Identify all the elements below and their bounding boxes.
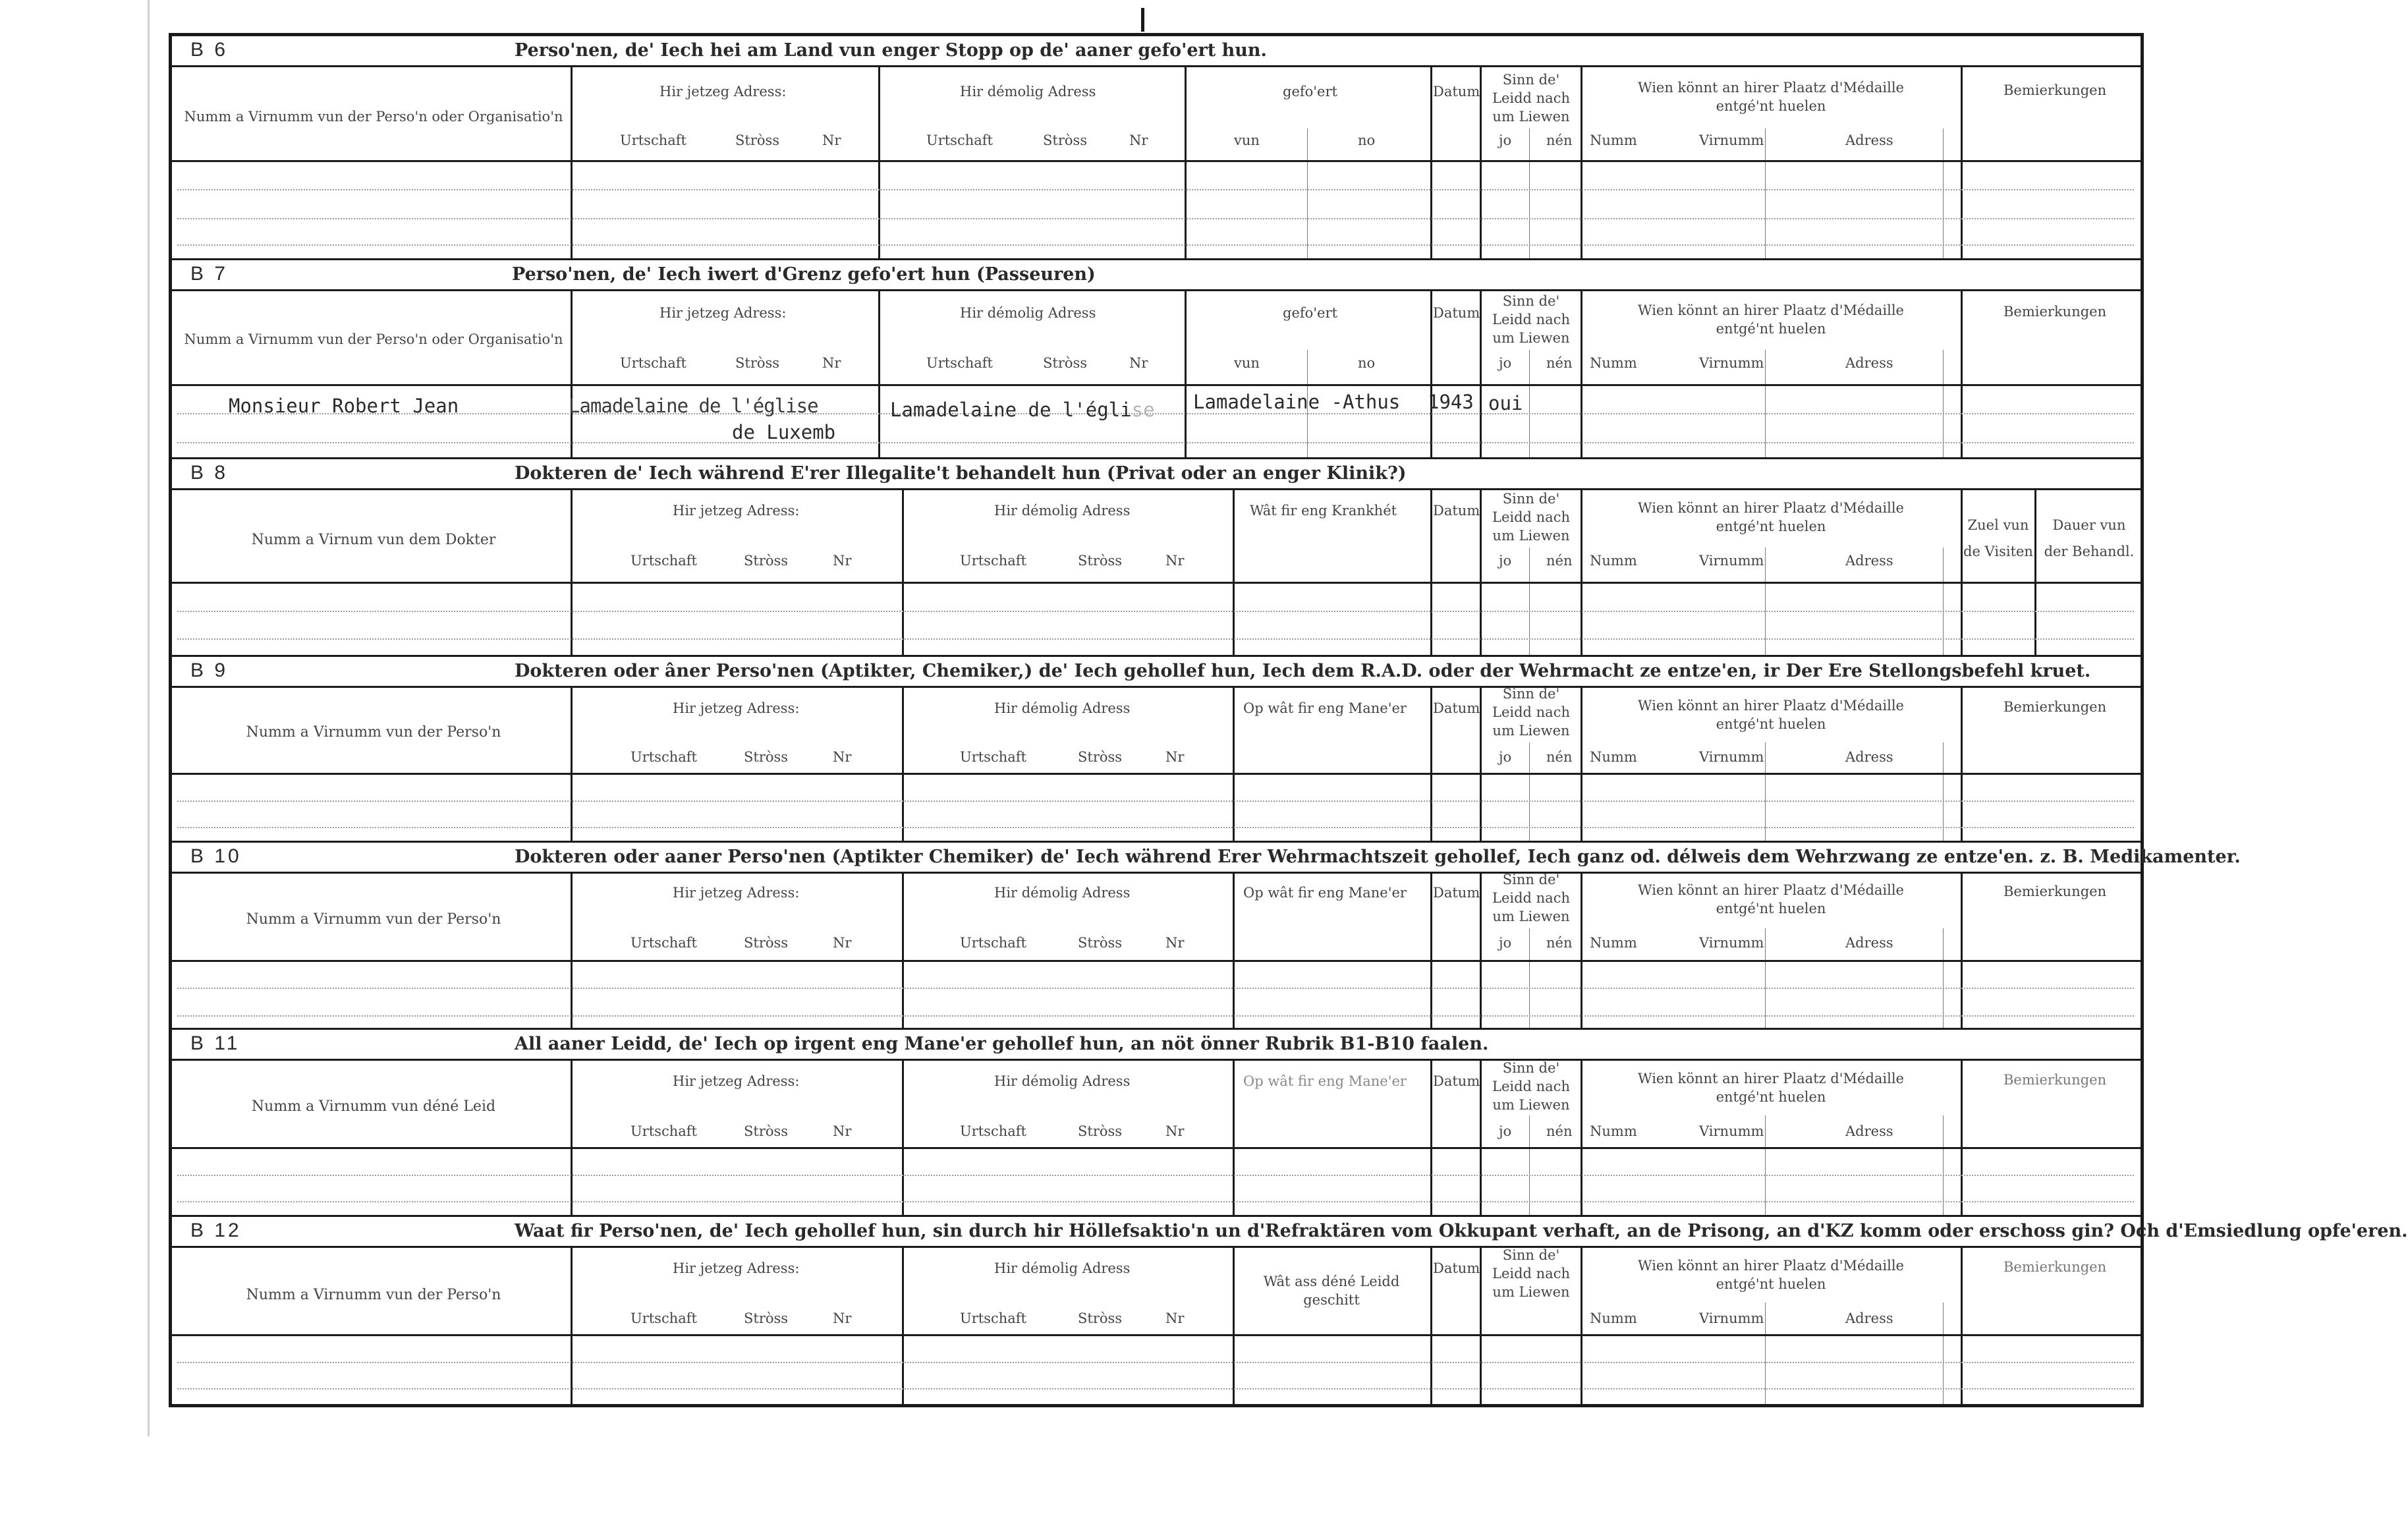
col-remarks: Bemierkungen (2003, 304, 2107, 320)
col-from: vun (1234, 132, 1260, 148)
col-manner: Op wât fir eng Mane'er (1243, 885, 1407, 901)
col-medal-name: Numm (1590, 749, 1637, 765)
col-manner: Op wât fir eng Mane'er (1243, 1073, 1407, 1089)
section-header (172, 1028, 2141, 1061)
col-current-address: Hir jetzeg Adress: (659, 84, 787, 99)
entry-date: 1943 (1428, 391, 1474, 413)
section-code: B 9 (190, 660, 229, 681)
col-street: Stròss (735, 132, 780, 148)
col-street: Stròss (744, 1123, 789, 1139)
section-header (172, 258, 2141, 291)
col-date: Datum (1433, 1260, 1480, 1276)
col-remarks: Bemierkungen (2003, 1072, 2107, 1088)
col-medal-name: Numm (1590, 1310, 1637, 1326)
col-locality: Urtschaft (630, 1123, 697, 1139)
section-b7 (172, 260, 2141, 459)
col-street: Stròss (1078, 553, 1123, 569)
col-locality: Urtschaft (620, 355, 686, 371)
section-b6 (172, 36, 2141, 260)
col-name: Numm a Virnumm vun der Perso'n oder Organisatio'n (184, 331, 563, 347)
section-title: Dokteren de' Iech während E'rer Illegalite't behandelt hun (Privat oder an enger Klinik?) (515, 463, 1407, 484)
col-current-address: Hir jetzeg Adress: (673, 1073, 800, 1089)
col-to: no (1358, 132, 1376, 148)
col-medal-address: Adress (1845, 132, 1893, 148)
col-number: Nr (833, 935, 852, 951)
col-former-address: Hir démolig Adress (994, 700, 1131, 716)
col-former-address: Hir démolig Adress (994, 1073, 1131, 1089)
col-visits: Zuel vun de Visiten (1963, 517, 2033, 559)
section-b11 (172, 1030, 2141, 1217)
col-number: Nr (1165, 749, 1185, 765)
col-yes: jo (1499, 355, 1512, 371)
col-medal: Wien könnt an hirer Plaatz d'Médaille entgé'nt huelen (1638, 698, 1904, 732)
col-former-address: Hir démolig Adress (960, 305, 1096, 321)
col-number: Nr (1129, 132, 1148, 148)
section-code: B 12 (190, 1220, 242, 1241)
col-number: Nr (822, 132, 841, 148)
col-number: Nr (1165, 935, 1185, 951)
col-locality: Urtschaft (960, 749, 1026, 765)
section-b8 (172, 459, 2141, 657)
col-street: Stròss (1078, 1310, 1123, 1326)
col-medal-address: Adress (1845, 749, 1893, 765)
col-medal-address: Adress (1845, 1123, 1893, 1139)
col-number: Nr (833, 749, 852, 765)
section-b10 (172, 843, 2241, 1030)
section-code: B 7 (190, 263, 229, 285)
section-b12 (172, 1217, 2408, 1404)
col-medal-firstname: Virnumm (1699, 749, 1764, 765)
col-medal: Wien könnt an hirer Plaatz d'Médaille entgé'nt huelen (1638, 1258, 1904, 1292)
col-medal-name: Numm (1590, 1123, 1637, 1139)
col-current-address: Hir jetzeg Adress: (659, 305, 787, 321)
col-date: Datum (1433, 84, 1480, 99)
col-transported: gefo'ert (1283, 305, 1337, 321)
col-date: Datum (1433, 503, 1480, 519)
col-name: Numm a Virnumm vun der Perso'n (246, 1287, 501, 1303)
col-medal-firstname: Virnumm (1699, 1310, 1764, 1326)
col-locality: Urtschaft (926, 355, 993, 371)
col-date: Datum (1433, 885, 1480, 901)
col-no: nén (1546, 355, 1573, 371)
col-locality: Urtschaft (960, 1310, 1026, 1326)
section-header (172, 841, 2241, 874)
col-no: nén (1546, 749, 1573, 765)
col-number: Nr (1129, 355, 1148, 371)
col-medal: Wien könnt an hirer Plaatz d'Médaille entgé'nt huelen (1638, 882, 1904, 916)
col-street: Stròss (744, 553, 789, 569)
entry-route: Lamadelaine -Athus (1193, 391, 1401, 413)
paper-edge (148, 0, 150, 1436)
col-date: Datum (1433, 1073, 1480, 1089)
col-no: nén (1546, 132, 1573, 148)
entry-name: Monsieur Robert Jean (229, 395, 459, 417)
col-street: Stròss (744, 935, 789, 951)
col-number: Nr (833, 553, 852, 569)
col-no: nén (1546, 935, 1573, 951)
section-b9 (172, 657, 2141, 843)
col-alive: Sinn de' Leidd nach um Liewen (1492, 872, 1570, 924)
entry-current-address: Lamadelaine de l'église (569, 395, 818, 417)
col-number: Nr (833, 1310, 852, 1326)
col-yes: jo (1499, 749, 1512, 765)
section-title: Waat fir Perso'nen, de' Iech gehollef hun, sin durch hir Höllefsaktio'n un d'Refraktären vom Okkupant verhaft, an de Prisong, an d'KZ komm oder erschoss gin? Och d'Emsiedlung opfe'eren. (515, 1221, 2408, 1241)
questionnaire-form (169, 33, 2408, 1407)
col-alive: Sinn de' Leidd nach um Liewen (1492, 686, 1570, 739)
section-header (172, 1215, 2408, 1248)
col-locality: Urtschaft (960, 935, 1026, 951)
section-title: Perso'nen, de' Iech hei am Land vun enger Stopp op de' aaner gefo'ert hun. (515, 40, 1267, 61)
col-name: Numm a Virnumm vun der Perso'n (246, 724, 501, 741)
col-doctor-name: Numm a Virnum vun dem Dokter (251, 532, 496, 548)
col-remarks: Bemierkungen (2003, 1259, 2107, 1275)
col-street: Stròss (1078, 1123, 1123, 1139)
col-locality: Urtschaft (620, 132, 686, 148)
col-locality: Urtschaft (630, 749, 697, 765)
col-locality: Urtschaft (630, 1310, 697, 1326)
col-street: Stròss (1078, 749, 1123, 765)
col-name: Numm a Virnumm vun der Perso'n (246, 911, 501, 928)
col-street: Stròss (735, 355, 780, 371)
col-to: no (1358, 355, 1376, 371)
col-medal: Wien könnt an hirer Plaatz d'Médaille entgé'nt huelen (1638, 302, 1904, 337)
col-no: nén (1546, 1123, 1573, 1139)
col-former-address: Hir démolig Adress (994, 1260, 1131, 1276)
section-title: Dokteren oder aaner Perso'nen (Aptikter Chemiker) de' Iech während Erer Wehrmachtszeit gehollef, Iech ganz od. délweis dem Wehrzwang ze entze'en. z. B. Medikamenter. (515, 847, 2241, 867)
col-number: Nr (822, 355, 841, 371)
col-medal-firstname: Virnumm (1699, 935, 1764, 951)
col-medal: Wien könnt an hirer Plaatz d'Médaille entgé'nt huelen (1638, 500, 1904, 534)
col-medal-name: Numm (1590, 935, 1637, 951)
col-yes: jo (1499, 1123, 1512, 1139)
col-locality: Urtschaft (630, 935, 697, 951)
section-header (172, 36, 2141, 67)
col-medal-name: Numm (1590, 355, 1637, 371)
col-yes: jo (1499, 553, 1512, 569)
col-from: vun (1234, 355, 1260, 371)
col-no: nén (1546, 553, 1573, 569)
section-title: Perso'nen, de' Iech iwert d'Grenz gefo'ert hun (Passeuren) (512, 264, 1096, 285)
col-medal-address: Adress (1845, 935, 1893, 951)
col-remarks: Bemierkungen (2003, 82, 2107, 98)
col-name: Numm a Virnumm vun der Perso'n oder Organisatio'n (184, 109, 563, 125)
col-alive: Sinn de' Leidd nach um Liewen (1492, 72, 1570, 125)
section-title: All aaner Leidd, de' Iech op irgent eng Mane'er gehollef hun, an nöt önner Rubrik B1-B10 faalen. (515, 1034, 1489, 1054)
col-number: Nr (833, 1123, 852, 1139)
col-remarks: Bemierkungen (2003, 699, 2107, 715)
col-medal-address: Adress (1845, 1310, 1893, 1326)
fold-mark (1141, 8, 1144, 32)
col-yes: jo (1499, 132, 1512, 148)
col-current-address: Hir jetzeg Adress: (673, 1260, 800, 1276)
col-former-address: Hir démolig Adress (994, 503, 1131, 519)
col-yes: jo (1499, 935, 1512, 951)
section-code: B 11 (190, 1032, 240, 1054)
col-locality: Urtschaft (630, 553, 697, 569)
col-alive: Sinn de' Leidd nach um Liewen (1492, 1247, 1570, 1300)
section-code: B 10 (190, 845, 242, 867)
col-street: Stròss (744, 1310, 789, 1326)
col-current-address: Hir jetzeg Adress: (673, 700, 800, 716)
col-current-address: Hir jetzeg Adress: (673, 885, 800, 901)
entry-former-address: Lamadelaine de l'église (890, 399, 1155, 421)
col-street: Stròss (744, 749, 789, 765)
section-header (172, 457, 2141, 490)
col-alive: Sinn de' Leidd nach um Liewen (1492, 491, 1570, 544)
col-current-address: Hir jetzeg Adress: (673, 503, 800, 519)
col-date: Datum (1433, 305, 1480, 321)
col-former-address: Hir démolig Adress (994, 885, 1131, 901)
col-remarks: Bemierkungen (2003, 884, 2107, 899)
col-locality: Urtschaft (960, 553, 1026, 569)
entry-current-address-line2: de Luxemb (732, 421, 836, 443)
col-medal-firstname: Virnumm (1699, 132, 1764, 148)
col-street: Stròss (1078, 935, 1123, 951)
col-alive: Sinn de' Leidd nach um Liewen (1492, 293, 1570, 346)
col-locality: Urtschaft (926, 132, 993, 148)
col-street: Stròss (1043, 132, 1088, 148)
col-manner: Op wât fir eng Mane'er (1243, 700, 1407, 716)
col-illness: Wât fir eng Krankhét (1250, 503, 1397, 519)
col-medal-name: Numm (1590, 553, 1637, 569)
col-medal: Wien könnt an hirer Plaatz d'Médaille entgé'nt huelen (1638, 80, 1904, 114)
col-transported: gefo'ert (1283, 84, 1337, 99)
entry-alive: oui (1488, 392, 1523, 414)
col-people-name: Numm a Virnumm vun déné Leid (251, 1098, 496, 1115)
section-title: Dokteren oder âner Perso'nen (Aptikter, Chemiker,) de' Iech gehollef hun, Iech dem R.A.D. oder der Wehrmacht ze entze'en, ir Der Ere Stellongsbefehl kruet. (515, 661, 2091, 681)
section-code: B 6 (190, 39, 229, 61)
col-former-address: Hir démolig Adress (960, 84, 1096, 99)
col-alive: Sinn de' Leidd nach um Liewen (1492, 1060, 1570, 1113)
col-date: Datum (1433, 700, 1480, 716)
col-medal-name: Numm (1590, 132, 1637, 148)
col-locality: Urtschaft (960, 1123, 1026, 1139)
col-medal-firstname: Virnumm (1699, 355, 1764, 371)
col-duration: Dauer vun der Behandl. (2044, 517, 2135, 559)
col-medal-firstname: Virnumm (1699, 1123, 1764, 1139)
col-number: Nr (1165, 1310, 1185, 1326)
col-medal: Wien könnt an hirer Plaatz d'Médaille entgé'nt huelen (1638, 1071, 1904, 1105)
col-medal-address: Adress (1845, 553, 1893, 569)
col-street: Stròss (1043, 355, 1088, 371)
col-medal-firstname: Virnumm (1699, 553, 1764, 569)
section-code: B 8 (190, 462, 229, 484)
col-medal-address: Adress (1845, 355, 1893, 371)
section-header (172, 655, 2141, 688)
col-number: Nr (1165, 553, 1185, 569)
col-what-happened: Wât ass déné Leidd geschitt (1263, 1274, 1400, 1308)
col-number: Nr (1165, 1123, 1185, 1139)
